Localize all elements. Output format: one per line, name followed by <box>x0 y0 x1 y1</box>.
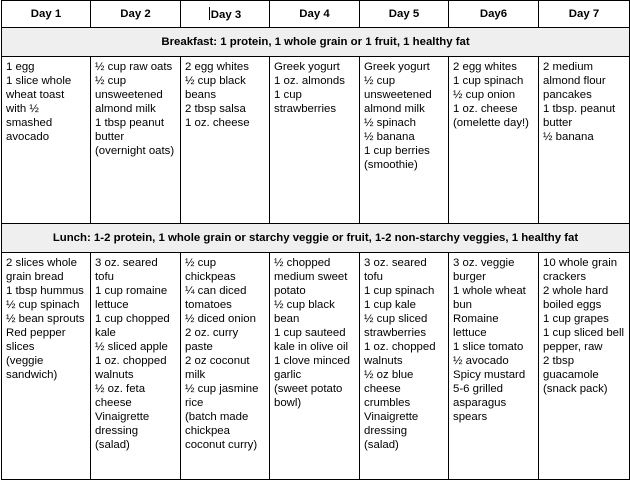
lunch-section-row <box>2 224 630 253</box>
header-cell-day6[interactable] <box>449 1 539 28</box>
cell-text: Greek yogurt ½ cup unsweetened almond milk ½ spinach ½ banana 1 cup berries (smoothie) <box>364 61 432 171</box>
day3-label-wrap <box>209 7 241 22</box>
lunch-cell-day1[interactable] <box>2 253 91 480</box>
text-cursor <box>209 7 210 20</box>
breakfast-cell-day2[interactable] <box>91 57 181 224</box>
cell-text: 2 egg whites ½ cup black beans 2 tbsp salsa 1 oz. cheese <box>185 61 250 129</box>
lunch-cell-day4[interactable] <box>270 253 360 480</box>
breakfast-cell-day6[interactable] <box>449 57 539 224</box>
breakfast-row <box>2 57 630 224</box>
header-cell-day2[interactable] <box>91 1 181 28</box>
cell-text: 10 whole grain crackers 2 whole hard boiled eggs 1 cup grapes 1 cup sliced bell pepper, raw 2 tbsp guacamole (snack pack) <box>543 257 625 395</box>
day-label: Day 4 <box>299 8 330 20</box>
meal-plan-table <box>1 0 630 480</box>
day-label: Day 1 <box>30 8 62 20</box>
cell-text: Greek yogurt 1 oz. almonds 1 cup strawberries <box>274 61 345 115</box>
cell-text: 3 oz. seared tofu 1 cup romaine lettuce 1 cup chopped kale ½ sliced apple 1 oz. chopped walnuts ½ oz. feta cheese Vinaigrette dressing (salad) <box>95 257 170 451</box>
header-cell-day4[interactable] <box>270 1 360 28</box>
lunch-cell-day5[interactable] <box>360 253 449 480</box>
cell-text: 1 egg 1 slice whole wheat toast with ½ smashed avocado <box>6 61 72 143</box>
header-cell-day3[interactable] <box>181 1 270 28</box>
breakfast-cell-day5[interactable] <box>360 57 449 224</box>
breakfast-section-title[interactable]: Breakfast: 1 protein, 1 whole grain or 1 fruit, 1 healthy fat <box>2 28 630 57</box>
day-label: Day 3 <box>210 8 242 21</box>
breakfast-cell-day1[interactable] <box>2 57 91 224</box>
day-label: Day 7 <box>568 8 600 20</box>
cell-text: ½ chopped medium sweet potato ½ cup black bean 1 cup sauteed kale in olive oil 1 clove minced garlic (sweet potato bowl) <box>274 257 350 409</box>
cell-text: 2 slices whole grain bread 1 tbsp hummus ½ cup spinach ½ bean sprouts Red pepper slices (veggie sandwich) <box>6 257 85 381</box>
header-cell-day7[interactable] <box>539 1 630 28</box>
lunch-cell-day3[interactable] <box>181 253 270 480</box>
cell-text: 2 egg whites 1 cup spinach ½ cup onion 1 oz. cheese (omelette day!) <box>453 61 529 129</box>
day-label: Day 2 <box>120 8 151 20</box>
day-label: Day 5 <box>388 8 420 20</box>
breakfast-cell-day7[interactable] <box>539 57 630 224</box>
cell-text: 3 oz. seared tofu 1 cup spinach 1 cup kale ½ cup sliced strawberries 1 oz. chopped walnuts ½ oz blue cheese crumbles Vinaigrette dressing (salad) <box>364 257 436 451</box>
breakfast-section-row <box>2 28 630 57</box>
header-row <box>2 1 630 28</box>
breakfast-cell-day3[interactable] <box>181 57 270 224</box>
breakfast-cell-day4[interactable] <box>270 57 360 224</box>
cell-text: ½ cup raw oats ½ cup unsweetened almond milk 1 tbsp peanut butter (overnight oats) <box>95 61 175 157</box>
lunch-cell-day7[interactable] <box>539 253 630 480</box>
header-cell-day1[interactable] <box>2 1 91 28</box>
cell-text: ½ cup chickpeas ¼ can diced tomatoes ½ diced onion 2 oz. curry paste 2 oz coconut milk ½ cup jasmine rice (batch made chickpea coconut curry) <box>185 257 259 451</box>
lunch-section-title[interactable]: Lunch: 1-2 protein, 1 whole grain or starchy veggie or fruit, 1-2 non-starchy veggies, 1 healthy fat <box>2 224 630 253</box>
cell-text: 2 medium almond flour pancakes 1 tbsp. peanut butter ½ banana <box>543 61 616 143</box>
lunch-cell-day6[interactable] <box>449 253 539 480</box>
day-label: Day6 <box>479 8 508 20</box>
lunch-cell-day2[interactable] <box>91 253 181 480</box>
cell-text: 3 oz. veggie burger 1 whole wheat bun Romaine lettuce 1 slice tomato ½ avocado Spicy mustard 5-6 grilled asparagus spears <box>453 257 526 423</box>
lunch-row <box>2 253 630 480</box>
header-cell-day5[interactable] <box>360 1 449 28</box>
